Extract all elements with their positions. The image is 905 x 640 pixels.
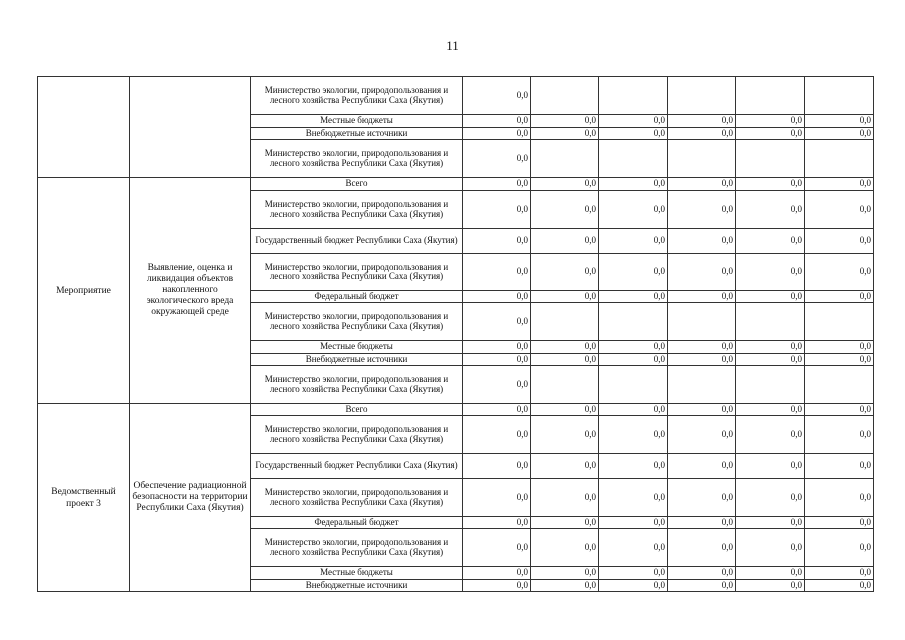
value-cell: 0,0	[805, 341, 874, 354]
value-cell: 0,0	[599, 454, 668, 479]
page-number: 11	[446, 38, 459, 53]
value-cell	[668, 77, 736, 115]
value-cell: 0,0	[736, 354, 805, 366]
value-cell: 0,0	[736, 529, 805, 567]
value-cell: 0,0	[805, 567, 874, 580]
value-cell: 0,0	[668, 416, 736, 454]
value-cell: 0,0	[531, 517, 599, 529]
value-cell	[805, 140, 874, 178]
value-cell	[736, 140, 805, 178]
value-cell: 0,0	[531, 254, 599, 291]
value-cell: 0,0	[463, 404, 531, 416]
funding-source-cell: Внебюджетные источники	[251, 580, 463, 592]
value-cell	[736, 303, 805, 341]
value-cell: 0,0	[599, 517, 668, 529]
value-cell: 0,0	[599, 178, 668, 191]
value-cell: 0,0	[531, 354, 599, 366]
value-cell: 0,0	[531, 341, 599, 354]
value-cell: 0,0	[805, 229, 874, 254]
value-cell: 0,0	[668, 341, 736, 354]
funding-source-cell: Министерство экологии, природопользования и лесного хозяйства Республики Саха (Якутия)	[251, 254, 463, 291]
value-cell	[531, 77, 599, 115]
value-cell: 0,0	[668, 517, 736, 529]
value-cell	[531, 303, 599, 341]
funding-source-cell: Федеральный бюджет	[251, 517, 463, 529]
value-cell	[668, 366, 736, 404]
funding-source-cell: Государственный бюджет Республики Саха (Якутия)	[251, 229, 463, 254]
value-cell: 0,0	[599, 354, 668, 366]
value-cell: 0,0	[599, 580, 668, 592]
measure-type-cell: Ведомственный проект 3	[38, 404, 130, 592]
value-cell: 0,0	[668, 479, 736, 517]
value-cell: 0,0	[463, 140, 531, 178]
value-cell: 0,0	[805, 580, 874, 592]
value-cell: 0,0	[805, 529, 874, 567]
funding-source-cell: Министерство экологии, природопользования и лесного хозяйства Республики Саха (Якутия)	[251, 191, 463, 229]
value-cell: 0,0	[463, 291, 531, 303]
budget-table	[37, 76, 874, 592]
table-row	[38, 404, 874, 416]
value-cell: 0,0	[599, 229, 668, 254]
value-cell: 0,0	[531, 529, 599, 567]
value-cell	[736, 77, 805, 115]
value-cell: 0,0	[736, 191, 805, 229]
value-cell: 0,0	[805, 479, 874, 517]
value-cell: 0,0	[599, 416, 668, 454]
value-cell: 0,0	[668, 128, 736, 140]
value-cell: 0,0	[599, 479, 668, 517]
value-cell: 0,0	[668, 529, 736, 567]
value-cell: 0,0	[805, 178, 874, 191]
value-cell: 0,0	[805, 128, 874, 140]
table-row	[38, 77, 874, 115]
value-cell: 0,0	[805, 254, 874, 291]
value-cell: 0,0	[736, 115, 805, 128]
value-cell: 0,0	[463, 529, 531, 567]
value-cell: 0,0	[599, 529, 668, 567]
value-cell	[531, 140, 599, 178]
value-cell	[805, 77, 874, 115]
value-cell: 0,0	[599, 404, 668, 416]
value-cell: 0,0	[463, 229, 531, 254]
value-cell: 0,0	[531, 416, 599, 454]
value-cell: 0,0	[805, 354, 874, 366]
value-cell: 0,0	[736, 479, 805, 517]
value-cell: 0,0	[805, 517, 874, 529]
value-cell	[599, 77, 668, 115]
value-cell: 0,0	[599, 254, 668, 291]
value-cell: 0,0	[805, 416, 874, 454]
value-cell: 0,0	[736, 567, 805, 580]
value-cell: 0,0	[668, 178, 736, 191]
value-cell: 0,0	[463, 178, 531, 191]
value-cell: 0,0	[805, 404, 874, 416]
value-cell	[805, 366, 874, 404]
funding-source-cell: Министерство экологии, природопользования и лесного хозяйства Республики Саха (Якутия)	[251, 416, 463, 454]
value-cell: 0,0	[531, 404, 599, 416]
funding-source-cell: Местные бюджеты	[251, 341, 463, 354]
value-cell: 0,0	[599, 341, 668, 354]
value-cell: 0,0	[736, 229, 805, 254]
value-cell: 0,0	[463, 254, 531, 291]
value-cell: 0,0	[531, 128, 599, 140]
value-cell: 0,0	[531, 291, 599, 303]
value-cell: 0,0	[463, 341, 531, 354]
value-cell: 0,0	[599, 128, 668, 140]
value-cell: 0,0	[736, 341, 805, 354]
value-cell: 0,0	[531, 191, 599, 229]
value-cell	[599, 366, 668, 404]
value-cell: 0,0	[668, 354, 736, 366]
value-cell: 0,0	[463, 366, 531, 404]
funding-source-cell: Министерство экологии, природопользования и лесного хозяйства Республики Саха (Якутия)	[251, 77, 463, 115]
value-cell: 0,0	[736, 128, 805, 140]
value-cell: 0,0	[668, 229, 736, 254]
funding-source-cell: Всего	[251, 404, 463, 416]
value-cell: 0,0	[599, 291, 668, 303]
funding-source-cell: Внебюджетные источники	[251, 128, 463, 140]
table-row	[38, 178, 874, 191]
value-cell: 0,0	[805, 454, 874, 479]
funding-source-cell: Внебюджетные источники	[251, 354, 463, 366]
value-cell: 0,0	[736, 254, 805, 291]
funding-source-cell: Министерство экологии, природопользования и лесного хозяйства Республики Саха (Якутия)	[251, 140, 463, 178]
measure-type-cell: Мероприятие	[38, 178, 130, 404]
value-cell: 0,0	[668, 191, 736, 229]
value-cell: 0,0	[463, 354, 531, 366]
value-cell: 0,0	[736, 291, 805, 303]
value-cell: 0,0	[463, 303, 531, 341]
funding-source-cell: Государственный бюджет Республики Саха (Якутия)	[251, 454, 463, 479]
value-cell: 0,0	[463, 128, 531, 140]
value-cell: 0,0	[531, 229, 599, 254]
value-cell: 0,0	[736, 178, 805, 191]
value-cell: 0,0	[668, 115, 736, 128]
funding-source-cell: Министерство экологии, природопользования и лесного хозяйства Республики Саха (Якутия)	[251, 529, 463, 567]
value-cell	[736, 366, 805, 404]
value-cell: 0,0	[736, 517, 805, 529]
value-cell: 0,0	[668, 580, 736, 592]
value-cell: 0,0	[736, 580, 805, 592]
value-cell: 0,0	[531, 115, 599, 128]
funding-source-cell: Всего	[251, 178, 463, 191]
value-cell: 0,0	[736, 404, 805, 416]
funding-source-cell: Федеральный бюджет	[251, 291, 463, 303]
value-cell: 0,0	[531, 178, 599, 191]
measure-title-cell: Обеспечение радиационной безопасности на территории Республики Саха (Якутия)	[130, 404, 251, 592]
value-cell: 0,0	[668, 404, 736, 416]
value-cell: 0,0	[531, 479, 599, 517]
value-cell: 0,0	[599, 567, 668, 580]
measure-type-cell	[38, 77, 130, 178]
value-cell: 0,0	[599, 115, 668, 128]
value-cell: 0,0	[736, 416, 805, 454]
value-cell: 0,0	[668, 291, 736, 303]
value-cell	[599, 140, 668, 178]
value-cell: 0,0	[463, 517, 531, 529]
value-cell: 0,0	[463, 77, 531, 115]
value-cell: 0,0	[736, 454, 805, 479]
value-cell: 0,0	[463, 115, 531, 128]
funding-source-cell: Местные бюджеты	[251, 567, 463, 580]
funding-source-cell: Министерство экологии, природопользования и лесного хозяйства Республики Саха (Якутия)	[251, 366, 463, 404]
value-cell: 0,0	[463, 191, 531, 229]
value-cell: 0,0	[805, 115, 874, 128]
funding-source-cell: Местные бюджеты	[251, 115, 463, 128]
measure-title-cell: Выявление, оценка и ликвидация объектов накопленного экологического вреда окружающей среде	[130, 178, 251, 404]
measure-title-cell	[130, 77, 251, 178]
funding-source-cell: Министерство экологии, природопользования и лесного хозяйства Республики Саха (Якутия)	[251, 479, 463, 517]
value-cell	[531, 366, 599, 404]
value-cell: 0,0	[599, 191, 668, 229]
funding-source-cell: Министерство экологии, природопользования и лесного хозяйства Республики Саха (Якутия)	[251, 303, 463, 341]
value-cell: 0,0	[531, 567, 599, 580]
value-cell: 0,0	[463, 416, 531, 454]
value-cell	[668, 303, 736, 341]
value-cell: 0,0	[668, 254, 736, 291]
value-cell: 0,0	[463, 479, 531, 517]
value-cell	[805, 303, 874, 341]
value-cell: 0,0	[531, 580, 599, 592]
value-cell: 0,0	[805, 191, 874, 229]
value-cell	[668, 140, 736, 178]
value-cell: 0,0	[668, 454, 736, 479]
value-cell: 0,0	[463, 580, 531, 592]
budget-table-body	[38, 77, 874, 592]
value-cell: 0,0	[805, 291, 874, 303]
value-cell: 0,0	[668, 567, 736, 580]
value-cell	[599, 303, 668, 341]
value-cell: 0,0	[531, 454, 599, 479]
value-cell: 0,0	[463, 567, 531, 580]
value-cell: 0,0	[463, 454, 531, 479]
